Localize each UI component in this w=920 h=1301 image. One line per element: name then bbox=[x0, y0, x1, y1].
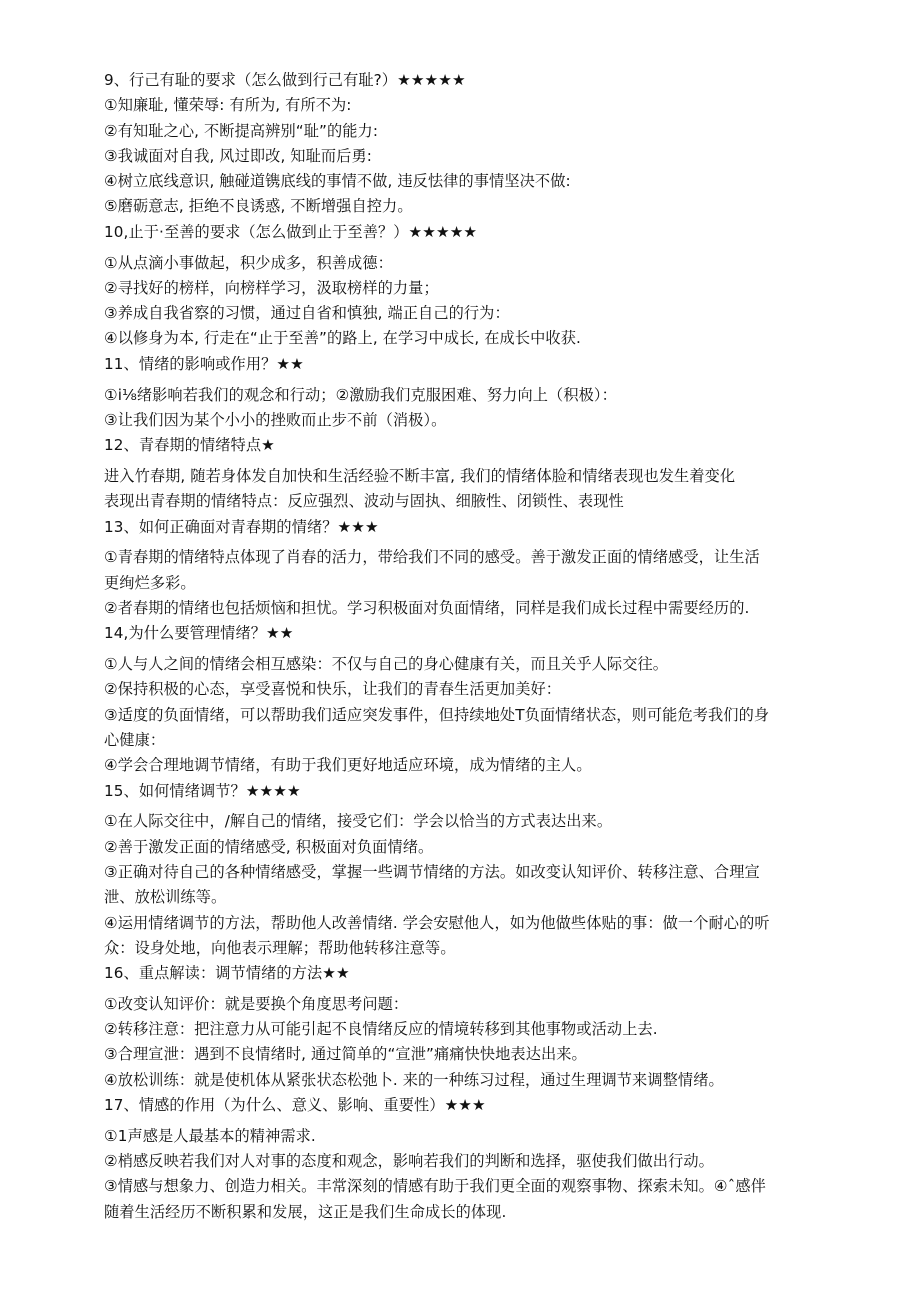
list-item-continued: 泄、放松训练等。 bbox=[104, 888, 227, 907]
list-item: ②梢感反映若我们对人对事的态度和观念，影响若我们的判断和选择，驱使我们做出行动。 bbox=[104, 1152, 714, 1171]
list-item-continued: 更绚烂多彩。 bbox=[104, 573, 196, 592]
section-12 bbox=[104, 433, 840, 514]
list-item: ②者春期的情绪也包括烦恼和担忧。学习积极面对负面情绪，同样是我们成长过程中需要经历的. bbox=[104, 598, 750, 617]
list-item: ③情感与想象力、创造力相关。丰常深刻的情感有助于我们更全面的观察事物、探索未知。④ˆ感伴 bbox=[104, 1177, 766, 1196]
list-item: ⑤磨砺意志, 拒绝不良诱惑, 不断增强自控力。 bbox=[104, 197, 413, 216]
list-item: ④放松训练：就是使机体从紧张状态松弛卜. 来的一种练习过程，通过生理调节来调整情绪。 bbox=[104, 1070, 724, 1089]
list-item: ①从点滴小事做起，积少成多，积善成德： bbox=[104, 253, 393, 272]
section-heading: 10,止于·至善的要求（怎么做到止于至善？）★★★★★ bbox=[104, 222, 478, 241]
list-item: ④以修身为本, 行走在“止于至善”的路上, 在学习中成长, 在成长中收获. bbox=[104, 329, 581, 348]
section-10 bbox=[104, 220, 840, 352]
list-item: ③正确对待自己的各种情绪感受，掌握一些调节情绪的方法。如改变认知评价、转移注意、合理宣 bbox=[104, 862, 760, 881]
list-item: ②保持积极的心态，享受喜悦和快乐，让我们的青春生活更加美好： bbox=[104, 680, 562, 699]
list-item: ④学会合理地调节情绪，有助于我们更好地适应环境，成为情绪的主人。 bbox=[104, 756, 592, 775]
list-item-continued: 心健康： bbox=[104, 730, 166, 749]
list-item: ①1声感是人最基本的精神需求. bbox=[104, 1126, 316, 1145]
list-item: ①改变认知评价：就是要换个角度思考问题： bbox=[104, 994, 409, 1013]
list-item: ①青春期的情绪特点体现了肖春的活力，带给我们不同的感受。善于激发正面的情绪感受，让生活 bbox=[104, 548, 760, 567]
list-item-continued: 随着生活经历不断积累和发展，这正是我们生命成长的体现. bbox=[104, 1202, 507, 1221]
list-item: ③我诚面对自我, 风过即改, 知耻而后勇: bbox=[104, 146, 372, 165]
section-heading: 17、情感的作用（为什么、意义、影响、重要性）★★★ bbox=[104, 1096, 486, 1115]
section-13 bbox=[104, 515, 840, 622]
list-item: ①知廉耻, 懂荣辱: 有所为, 有所不为: bbox=[104, 96, 352, 115]
list-item: ①在人际交往中，/解自己的情绪，接受它们：学会以恰当的方式表达出来。 bbox=[104, 812, 613, 831]
section-15 bbox=[104, 779, 840, 962]
section-heading: 14,为什么要管理情绪？★★ bbox=[104, 624, 294, 643]
list-item: ②善于激发正面的情绪感受, 积极面对负面情绪。 bbox=[104, 837, 434, 856]
list-item: ①i⅛绪影响若我们的观念和行动；②激励我们克服困难、努力向上（积极）： bbox=[104, 385, 617, 404]
section-17 bbox=[104, 1093, 840, 1225]
list-item: ③让我们因为某个小小的挫败而止步不前（消极）。 bbox=[104, 410, 447, 429]
list-item: ③养成自我省察的习惯，通过自省和慎独, 端正自己的行为： bbox=[104, 304, 510, 323]
section-14 bbox=[104, 621, 840, 778]
list-item: ④运用情绪调节的方法，帮助他人改善情绪. 学会安慰他人，如为他做些体贴的事：做一个耐心的听 bbox=[104, 913, 770, 932]
list-item: ①人与人之间的情绪会相互感染：不仅与自己的身心健康有关，而且关乎人际交往。 bbox=[104, 655, 669, 674]
section-heading: 12、青春期的情绪特点★ bbox=[104, 436, 275, 455]
list-item: ③适度的负面情绪，可以帮助我们适应突发事件，但持续地处T负面情绪状态，则可能危考我们的身 bbox=[104, 705, 770, 724]
paragraph-line: 进入竹春期, 随若身体发自加快和生活经验不断丰富, 我们的情绪体脸和情绪表现也发生着变化 bbox=[104, 466, 736, 485]
list-item: ②转移注意：把注意力从可能引起不良情绪反应的情境转移到其他事物或活动上去. bbox=[104, 1020, 658, 1039]
section-heading: 9、行己有耻的要求（怎么做到行己有耻?）★★★★★ bbox=[104, 71, 466, 89]
list-item: ②有知耻之心, 不断提高辨别“耻”的能力: bbox=[104, 121, 379, 140]
section-9 bbox=[104, 68, 840, 220]
section-heading: 16、重点解读：调节情绪的方法★★ bbox=[104, 964, 350, 983]
list-item: ④树立底线意识, 触碰道镌底线的事情不做, 违反怯律的事情坚决不做: bbox=[104, 172, 571, 191]
section-heading: 15、如何情绪调节？★★★★ bbox=[104, 781, 301, 800]
list-item: ②寻找好的榜样，向榜样学习，汲取榜样的力量； bbox=[104, 278, 439, 297]
section-heading: 13、如何正确面对青春期的情绪？★★★ bbox=[104, 517, 379, 536]
section-heading: 11、情绪的影响或作用？★★ bbox=[104, 354, 304, 373]
section-16 bbox=[104, 961, 840, 1093]
section-11 bbox=[104, 352, 840, 433]
paragraph-line: 表现出青春期的情绪特点：反应强烈、波动与固执、细腋性、闭锁性、表现性 bbox=[104, 492, 624, 511]
document-content bbox=[104, 68, 840, 1225]
list-item: ③合理宣泄：遇到不良情绪时, 通过简单的“宣泄”痛痛快快地表达出来。 bbox=[104, 1045, 587, 1064]
list-item-continued: 众：设身处地，向他表示理解；帮助他转移注意等。 bbox=[104, 938, 456, 957]
